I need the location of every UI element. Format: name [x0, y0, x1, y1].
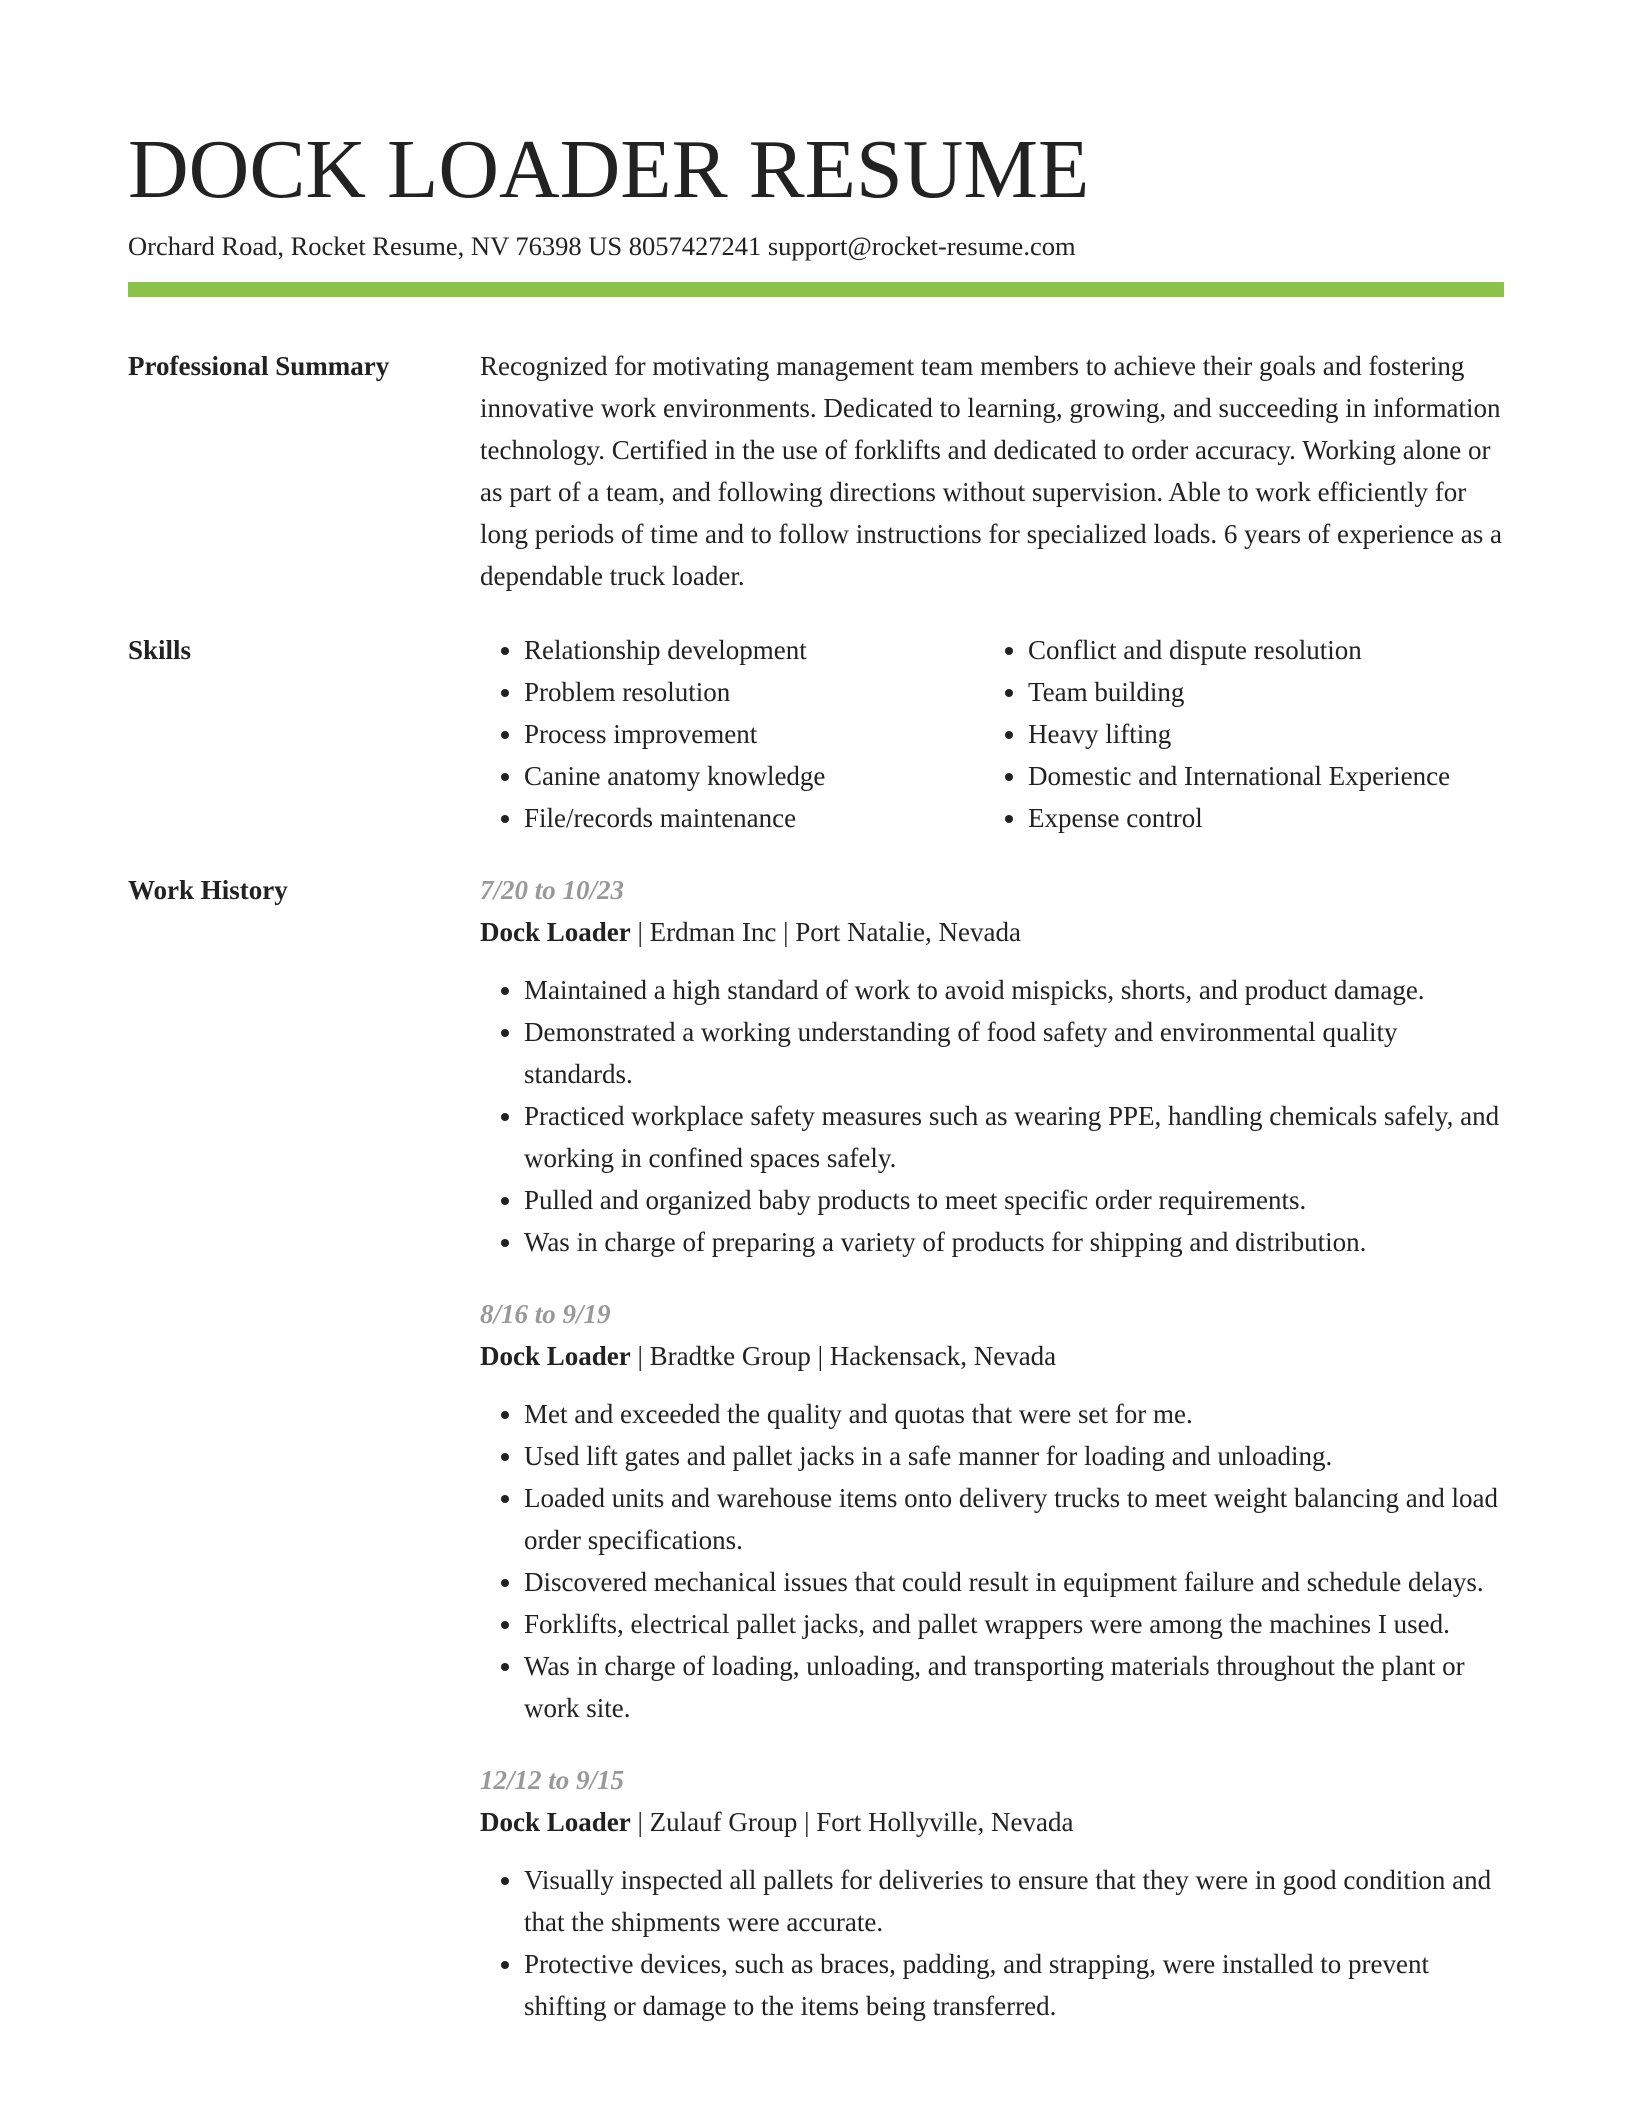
work-history-label: Work History	[128, 875, 288, 905]
job-company: Zulauf Group	[649, 1807, 798, 1837]
header-divider	[128, 282, 1504, 297]
job-dates: 8/16 to 9/19	[480, 1299, 611, 1329]
job-heading: Dock Loader | Bradtke Group | Hackensack, Nevada	[480, 1341, 1057, 1371]
skill-item: • Domestic and International Experience	[1028, 755, 1488, 797]
summary-label: Professional Summary	[128, 351, 390, 381]
contact-email: support@rocket-resume.com	[767, 231, 1076, 261]
skills-list-left	[480, 629, 984, 839]
summary-text: Recognized for motivating management team members to achieve their goals and fostering innovative work environments. Dedicated to learning, growing, and succeeding in information technology. Certified in the use of forklifts and dedicated to order accuracy. Working alone or as part of a team, and following directions without supervision. Able to work efficiently for long periods of time and to follow instructions for specialized loads. 6 years of experience as a dependable truck loader.	[480, 351, 1502, 591]
contact-line	[128, 228, 1504, 264]
contact-address: Orchard Road, Rocket Resume, NV 76398 US	[128, 231, 623, 261]
skills-label: Skills	[128, 635, 192, 665]
summary-section	[128, 345, 1504, 597]
job-bullet: • Protective devices, such as braces, padding, and strapping, were installed to prevent shifting or damage to the items being transferred.	[524, 1943, 1504, 2027]
job-dates: 7/20 to 10/23	[480, 875, 625, 905]
job-bullet: • Discovered mechanical issues that could result in equipment failure and schedule delays.	[524, 1561, 1504, 1603]
job-bullet: • Was in charge of loading, unloading, and transporting materials throughout the plant or work site.	[524, 1645, 1504, 1729]
job-company: Bradtke Group	[649, 1341, 811, 1371]
job-bullet: • Practiced workplace safety measures such as wearing PPE, handling chemicals safely, and working in confined spaces safely.	[524, 1095, 1504, 1179]
skill-item: • Expense control	[1028, 797, 1488, 839]
skill-item: • File/records maintenance	[524, 797, 984, 839]
skill-item: • Heavy lifting	[1028, 713, 1488, 755]
job-bullet: • Maintained a high standard of work to avoid mispicks, shorts, and product damage.	[524, 969, 1504, 1011]
skills-list-right	[984, 629, 1488, 839]
job-bullets	[480, 1393, 1504, 1729]
skills-section	[128, 629, 1504, 839]
job-bullet: • Met and exceeded the quality and quotas that were set for me.	[524, 1393, 1504, 1435]
job-bullet: • Used lift gates and pallet jacks in a safe manner for loading and unloading.	[524, 1435, 1504, 1477]
skill-item: • Team building	[1028, 671, 1488, 713]
job-bullet: • Visually inspected all pallets for deliveries to ensure that they were in good condition and that the shipments were accurate.	[524, 1859, 1504, 1943]
job-bullets	[480, 969, 1504, 1263]
skill-item: • Conflict and dispute resolution	[1028, 629, 1488, 671]
skill-item: • Relationship development	[524, 629, 984, 671]
job-company: Erdman Inc	[649, 917, 777, 947]
job-entry	[480, 869, 1504, 1263]
job-title: Dock Loader	[480, 1807, 631, 1837]
job-location: Hackensack, Nevada	[829, 1341, 1057, 1371]
job-bullet: • Pulled and organized baby products to meet specific order requirements.	[524, 1179, 1504, 1221]
job-title: Dock Loader	[480, 917, 631, 947]
job-dates: 12/12 to 9/15	[480, 1765, 625, 1795]
job-bullet: • Forklifts, electrical pallet jacks, and pallet wrappers were among the machines I used.	[524, 1603, 1504, 1645]
resume-page	[128, 0, 1504, 2057]
skill-item: • Canine anatomy knowledge	[524, 755, 984, 797]
job-bullet: • Demonstrated a working understanding of food safety and environmental quality standards.	[524, 1011, 1504, 1095]
contact-phone: 8057427241	[628, 231, 762, 261]
work-history-section	[128, 869, 1504, 2057]
job-entry	[480, 1759, 1504, 2027]
job-location: Fort Hollyville, Nevada	[816, 1807, 1074, 1837]
job-title: Dock Loader	[480, 1341, 631, 1371]
job-location: Port Natalie, Nevada	[795, 917, 1021, 947]
skill-item: • Process improvement	[524, 713, 984, 755]
job-heading: Dock Loader | Zulauf Group | Fort Hollyville, Nevada	[480, 1807, 1074, 1837]
job-bullet: • Was in charge of preparing a variety of products for shipping and distribution.	[524, 1221, 1504, 1263]
job-entry	[480, 1293, 1504, 1729]
job-heading: Dock Loader | Erdman Inc | Port Natalie, Nevada	[480, 917, 1021, 947]
resume-title: DOCK LOADER RESUME	[128, 123, 1090, 216]
job-bullets	[480, 1859, 1504, 2027]
skill-item: • Problem resolution	[524, 671, 984, 713]
job-bullet: • Loaded units and warehouse items onto delivery trucks to meet weight balancing and load order specifications.	[524, 1477, 1504, 1561]
